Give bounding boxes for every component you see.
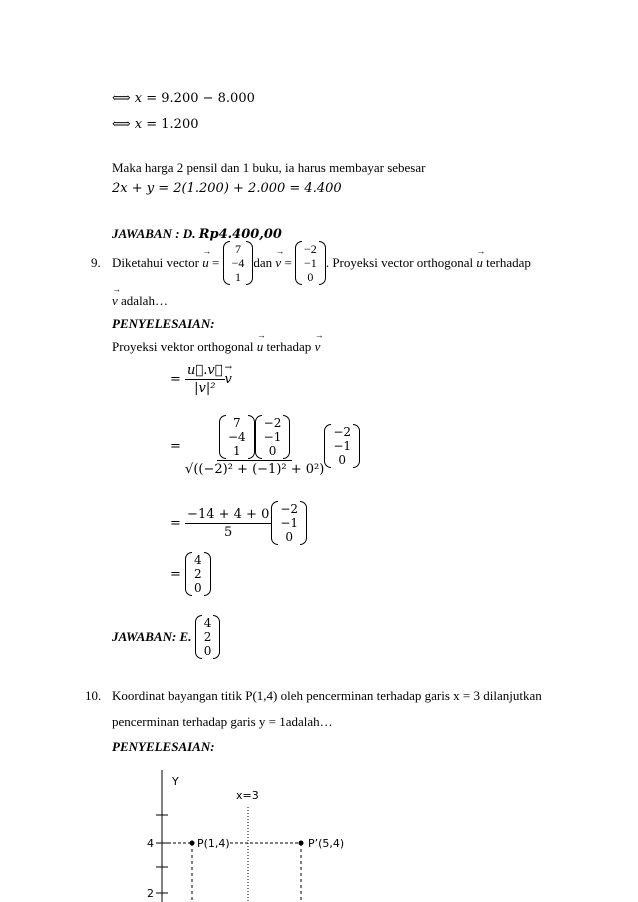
q9-text-4: adalah…	[121, 293, 168, 308]
q9-step-2	[170, 402, 360, 490]
step-1-denominator: |v|²	[194, 380, 216, 396]
step-2-v-2: −1	[263, 430, 282, 444]
q9-text-2: . Proyeksi vector orthogonal	[325, 255, 474, 270]
q9-u-symbol-2: → u	[476, 255, 483, 271]
q9-answer-label: JAWABAN: E.	[112, 629, 192, 644]
step-4-result-1: 4	[194, 553, 202, 567]
calc-line-1-lhs: ⟺ x =	[112, 91, 162, 106]
q9-step-4	[170, 551, 211, 597]
q9-solution-subtitle	[112, 339, 320, 355]
step-1-numerator: u⃗.v⃗	[187, 362, 223, 378]
step-2-v-1: −2	[263, 416, 282, 430]
step-2-vv-1: −2	[333, 425, 352, 439]
step-3-numerator: −14 + 4 + 0	[187, 506, 270, 522]
q9-u-vector	[223, 241, 254, 285]
q10-number: 10.	[85, 688, 102, 703]
q9-u-symbol: → u	[202, 255, 209, 271]
step-3-fraction	[185, 507, 271, 540]
step-2-u-3: 1	[233, 444, 241, 458]
answer-8-prefix: JAWABAN : D.	[112, 226, 199, 241]
q9-answer	[112, 614, 220, 660]
q9-v-vector	[295, 241, 326, 285]
step-3-v-3: 0	[285, 530, 294, 544]
q10-line-2: pencerminan terhadap garis y = 1adalah…	[112, 714, 333, 729]
step-3-v-vector	[271, 501, 307, 545]
u-value-3: 1	[234, 270, 241, 284]
q9-equals-u: =	[212, 255, 220, 270]
step-4-result-2: 2	[194, 567, 202, 581]
reflection-diagram	[130, 765, 370, 902]
step-3-v-2: −1	[280, 516, 299, 530]
q9-number: 9.	[91, 255, 101, 270]
step-2-vv-2: −1	[333, 439, 352, 453]
step-3-denominator: 5	[224, 524, 233, 540]
answer-result-2: 2	[203, 630, 212, 644]
y-axis-label: Y	[172, 775, 179, 788]
step-2-u-1: 7	[233, 416, 241, 430]
q9-equals-v: =	[284, 255, 292, 270]
step-2-vv-3: 0	[338, 453, 346, 467]
price-statement: Maka harga 2 pensil dan 1 buku, ia harus membayar sebesar	[112, 160, 426, 175]
step-4-equals: =	[170, 566, 181, 582]
step-1-equals: =	[170, 371, 181, 387]
q9-step-3	[170, 500, 307, 546]
u-value-2: −4	[231, 256, 245, 270]
calc-line-2	[112, 117, 198, 132]
q9-subtitle-u: → u	[257, 339, 264, 355]
q9-line-2	[112, 293, 168, 309]
answer-8-value: Rp4.400,00	[198, 227, 282, 242]
point-p	[190, 841, 195, 846]
calc-line-1	[112, 91, 255, 106]
q9-subtitle-mid: terhadap	[266, 339, 312, 354]
step-3-equals: =	[170, 515, 181, 531]
q9-v-symbol-2: → v	[112, 293, 118, 309]
q10-line-1: Koordinat bayangan titik P(1,4) oleh pencerminan terhadap garis x = 3 dilanjutkan	[112, 688, 542, 703]
calc-line-1-rhs: 9.200 − 8.000	[161, 91, 255, 106]
point-p-prime-label: P’(5,4)	[308, 837, 345, 850]
calc-line-2-rhs: 1.200	[161, 117, 199, 132]
point-p-label: P(1,4)	[197, 837, 230, 850]
v-value-3: 0	[307, 270, 314, 284]
step-2-denominator: √((−2)² + (−1)² + 0²)	[185, 462, 325, 477]
mirror-line-label: x=3	[236, 789, 259, 802]
v-value-2: −1	[304, 256, 317, 270]
q9-subtitle-text: Proyeksi vektor orthogonal	[112, 339, 254, 354]
tick-label-4: 4	[147, 837, 154, 850]
price-equation: 2x + y = 2(1.200) + 2.000 = 4.400	[112, 181, 342, 196]
step-2-equals: =	[170, 438, 181, 454]
q9-text-1: Diketahui vector	[112, 255, 199, 270]
point-p-prime	[299, 841, 304, 846]
answer-result-3: 0	[203, 644, 212, 658]
q9-subtitle-v: → v	[315, 339, 321, 355]
step-1-fraction	[185, 363, 224, 396]
answer-8	[112, 226, 282, 242]
q9-solution-heading: PENYELESAIAN:	[112, 316, 215, 331]
step-4-result-vector	[185, 552, 211, 596]
u-value-1: 7	[234, 242, 241, 256]
q9-step-1	[170, 360, 232, 398]
q10-solution-heading: PENYELESAIAN:	[112, 739, 215, 754]
step-4-result-3: 0	[194, 581, 202, 595]
q9-answer-vector	[195, 615, 221, 659]
q9-text-3: terhadap	[486, 255, 531, 270]
answer-result-1: 4	[203, 616, 212, 630]
tick-label-2: 2	[147, 887, 154, 900]
step-2-v-3: 0	[268, 444, 277, 458]
q9-and: dan	[253, 255, 273, 270]
v-value-1: −2	[304, 242, 317, 256]
step-2-u-2: −4	[227, 430, 246, 444]
step-2-fraction	[185, 415, 324, 477]
q9-statement	[112, 243, 531, 283]
q9-v-symbol: → v	[275, 255, 281, 271]
step-1-v: → v	[225, 372, 232, 387]
step-2-v-vector	[324, 424, 360, 468]
step-3-v-1: −2	[280, 502, 299, 516]
step-2-numerator	[217, 415, 292, 461]
calc-line-2-lhs: ⟺ x =	[112, 117, 162, 132]
